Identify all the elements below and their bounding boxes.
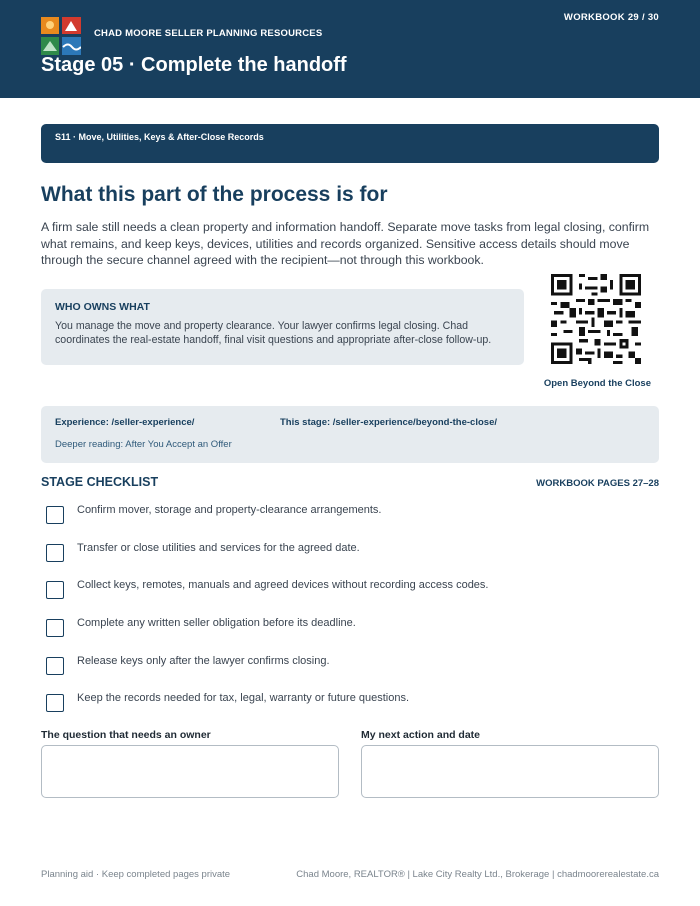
next-action-field[interactable]	[361, 745, 659, 798]
checkbox[interactable]	[46, 657, 64, 675]
checklist-item-label: Keep the records needed for tax, legal, warranty or future questions.	[77, 692, 410, 704]
deeper-reading-link[interactable]: Deeper reading: After You Accept an Offer	[55, 439, 232, 450]
purpose-heading: What this part of the process is for	[41, 183, 388, 206]
question-field-label: The question that needs an owner	[41, 729, 211, 741]
checklist-item[interactable]	[46, 657, 646, 677]
who-owns-what-panel	[41, 289, 524, 365]
page-title: Stage 05 · Complete the handoff	[41, 54, 347, 76]
checklist-title: STAGE CHECKLIST	[41, 475, 159, 489]
qr-link-label[interactable]: Open Beyond the Close	[543, 378, 651, 389]
checklist-item-label: Confirm mover, storage and property-clearance arrangements.	[77, 504, 382, 516]
section-label: S11 · Move, Utilities, Keys & After-Close Records	[55, 132, 264, 142]
page-header	[0, 0, 700, 98]
checklist-item-label: Complete any written seller obligation before its deadline.	[77, 617, 356, 629]
checklist-item-label: Collect keys, remotes, manuals and agreed devices without recording access codes.	[77, 579, 489, 591]
footer-credits: Chad Moore, REALTOR® | Lake City Realty Ltd., Brokerage | chadmoorerealestate.ca	[296, 869, 659, 880]
checklist-item[interactable]	[46, 544, 646, 564]
checkbox[interactable]	[46, 544, 64, 562]
checkbox[interactable]	[46, 506, 64, 524]
owners-body: You manage the move and property clearance. Your lawyer confirms legal closing. Chad coordinates the real-estate handoff, final visit questions and appropriate after-close follow-up.	[55, 320, 492, 346]
next-action-field-label: My next action and date	[361, 729, 481, 741]
checklist-item-label: Release keys only after the lawyer confirms closing.	[77, 655, 330, 667]
checklist-item[interactable]	[46, 619, 646, 639]
stage-link[interactable]: This stage: /seller-experience/beyond-the-close/	[280, 417, 497, 428]
checkbox[interactable]	[46, 694, 64, 712]
brand-logo-icon	[41, 17, 81, 55]
footer-note: Planning aid · Keep completed pages private	[41, 869, 231, 880]
checkbox[interactable]	[46, 581, 64, 599]
resource-links-panel	[41, 406, 659, 463]
brand-name: CHAD MOORE SELLER PLANNING RESOURCES	[94, 28, 323, 39]
experience-link[interactable]: Experience: /seller-experience/	[55, 417, 195, 428]
section-banner	[41, 124, 659, 163]
question-field[interactable]	[41, 745, 339, 798]
workbook-page-indicator: WORKBOOK 29 / 30	[563, 12, 659, 23]
purpose-body: A firm sale still needs a clean property and information handoff. Separate move tasks from legal closing, confirm what remains, and keep keys, devices, utilities and records organized. Sensitive access details should move through the secure channel agreed with the recipient—not through this workbook.	[41, 220, 650, 267]
qr-code-icon[interactable]	[551, 274, 641, 364]
checklist-item[interactable]	[46, 581, 646, 601]
checklist-item[interactable]	[46, 506, 646, 526]
checklist-item[interactable]	[46, 694, 646, 714]
checkbox[interactable]	[46, 619, 64, 637]
workbook-pages-label: WORKBOOK PAGES 27–28	[536, 478, 659, 489]
owners-title: WHO OWNS WHAT	[55, 301, 150, 313]
checklist-item-label: Transfer or close utilities and services for the agreed date.	[77, 542, 360, 554]
